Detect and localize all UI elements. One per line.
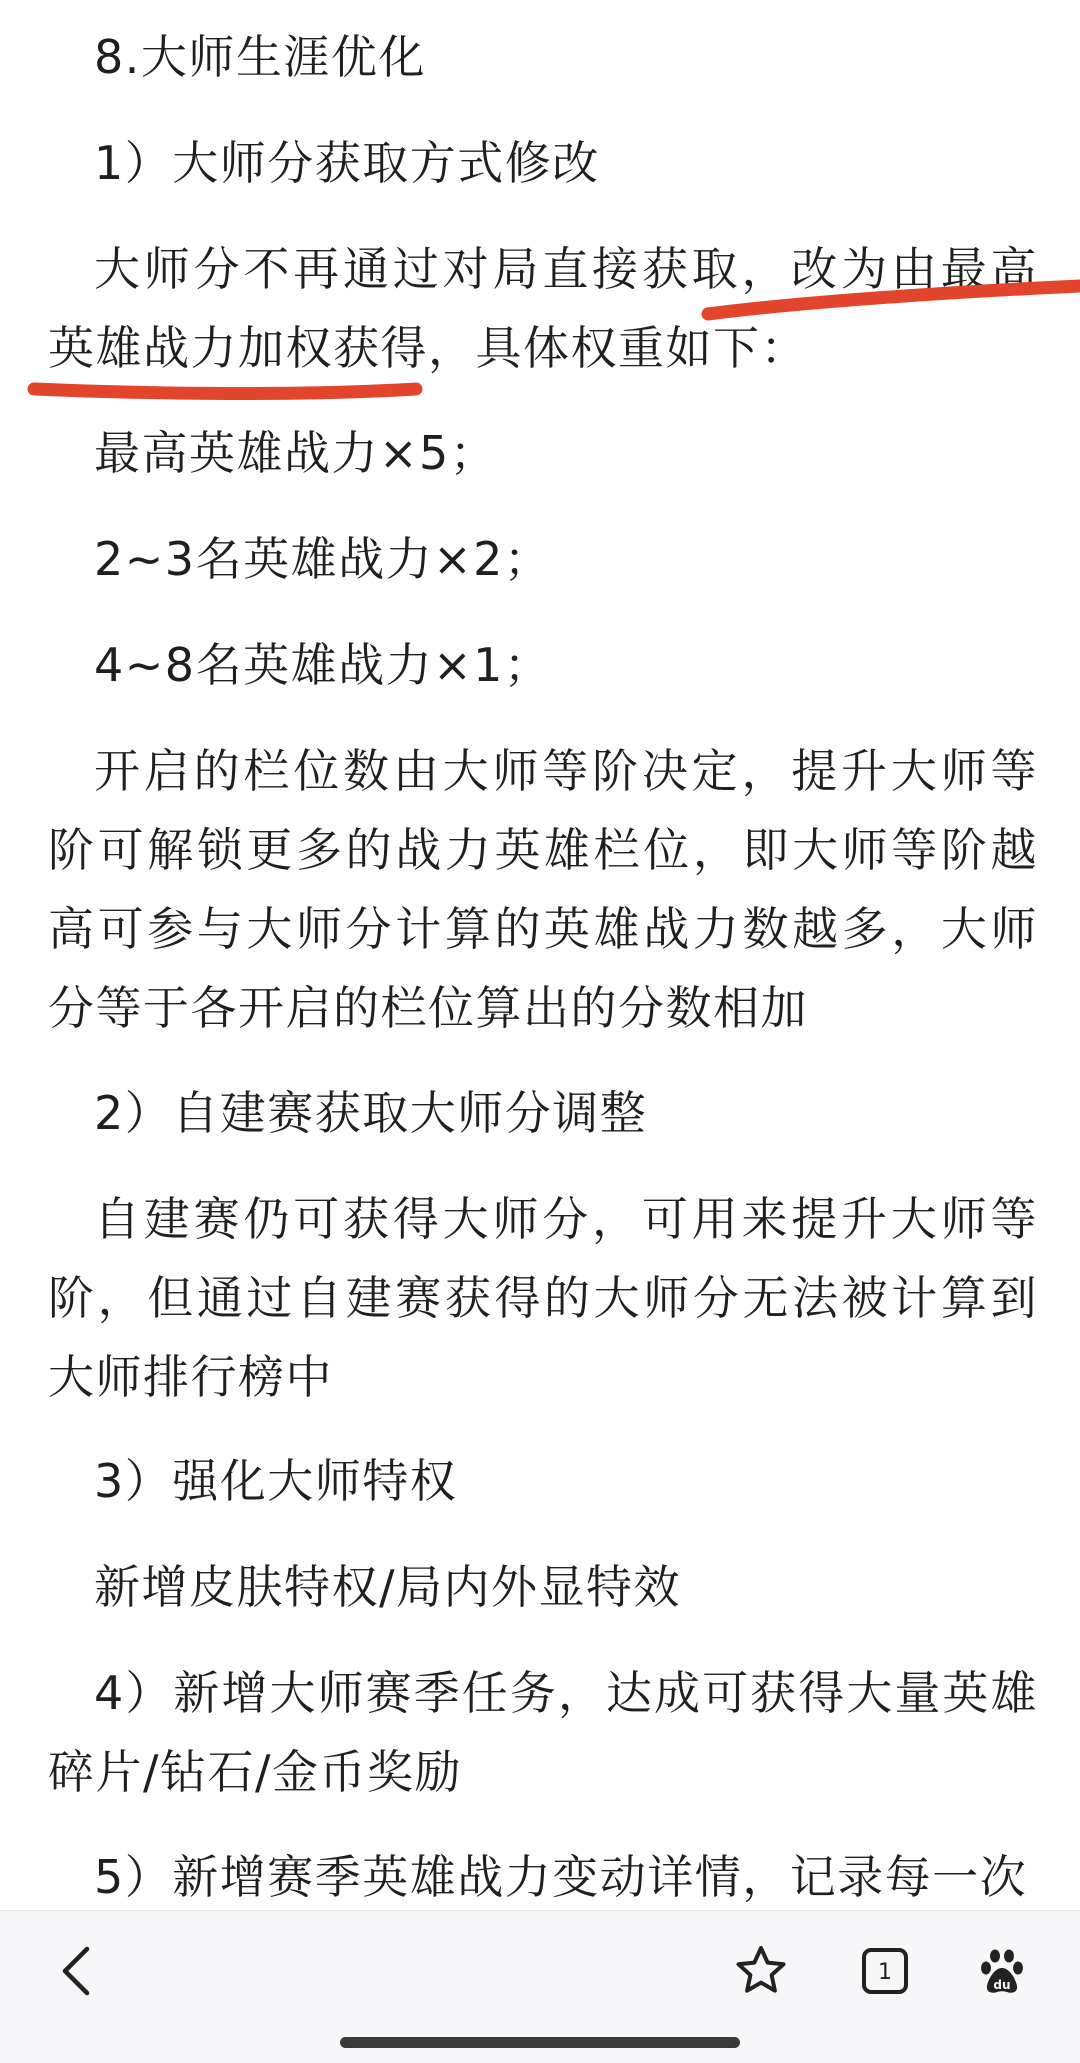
subsection-heading: 2）自建赛获取大师分调整 (94, 1086, 648, 1140)
favorite-button[interactable] (726, 1936, 796, 2006)
star-icon (733, 1944, 789, 1998)
list-item: 2~3名英雄战力×2； (94, 532, 552, 586)
section-heading: 8.大师生涯优化 (94, 30, 426, 84)
tabs-count: 1 (878, 1960, 892, 1985)
list-item: 最高英雄战力×5； (94, 426, 498, 480)
subsection-heading: 5）新增赛季英雄战力变动详情，记录每一次 (94, 1850, 1028, 1904)
article-paragraph: 开启的栏位数由大师等阶决定，提升大师等阶可解锁更多的战力英雄栏位，即大师等阶越高可参与大师分计算的英雄战力数越多，大师分等于各开启的栏位算出的分数相加 (48, 744, 1038, 1035)
subsection-heading: 1）大师分获取方式修改 (94, 136, 600, 190)
baidu-paw-icon (977, 1946, 1027, 1996)
subsection-heading: 3）强化大师特权 (94, 1454, 458, 1508)
tabs-button[interactable] (850, 1936, 920, 2006)
baidu-app-button[interactable] (967, 1936, 1037, 2006)
underline-stroke-2 (34, 389, 416, 394)
list-item: 4~8名英雄战力×1； (94, 638, 552, 692)
subsection-heading: 4）新增大师赛季任务，达成可获得大量英雄碎片/钻石/金币奖励 (48, 1666, 1038, 1799)
tabs-icon (861, 1947, 909, 1995)
back-button[interactable] (42, 1936, 112, 2006)
chevron-left-icon (57, 1945, 97, 1997)
svg-text:du: du (993, 1978, 1011, 1992)
home-indicator[interactable] (340, 2037, 740, 2048)
article-paragraph: 自建赛仍可获得大师分，可用来提升大师等阶，但通过自建赛获得的大师分无法被计算到大师排行榜中 (48, 1192, 1038, 1404)
article-paragraph: 大师分不再通过对局直接获取，改为由最高英雄战力加权获得，具体权重如下： (48, 242, 1038, 375)
article-paragraph: 新增皮肤特权/局内外显特效 (94, 1560, 681, 1614)
